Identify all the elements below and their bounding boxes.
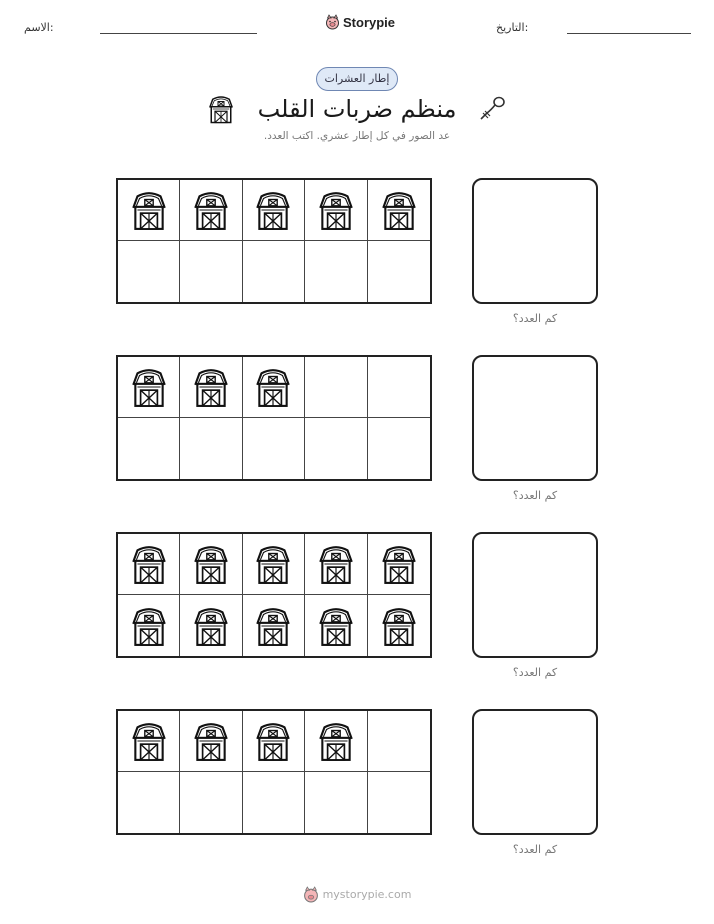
barn-icon — [128, 720, 170, 762]
barn-icon — [252, 543, 294, 585]
ten-frame-cell — [118, 180, 180, 241]
ten-frame-cell — [305, 357, 367, 418]
ten-frame-cell — [368, 772, 430, 833]
answer-box[interactable] — [472, 355, 598, 481]
barn-icon — [315, 189, 357, 231]
ten-frame-cell — [180, 711, 242, 772]
ten-frame-cell — [368, 241, 430, 302]
ten-frame-cell — [118, 711, 180, 772]
barn-icon — [378, 189, 420, 231]
ten-frame — [116, 709, 432, 835]
answer-box[interactable] — [472, 532, 598, 658]
ten-frame-cell — [305, 241, 367, 302]
barn-icon — [190, 189, 232, 231]
ten-frame-cell — [243, 241, 305, 302]
ten-frame-cell — [180, 772, 242, 833]
ten-frame-cell — [368, 595, 430, 656]
barn-icon — [252, 605, 294, 647]
brand-logo — [325, 14, 395, 30]
barn-icon — [378, 543, 420, 585]
barn-icon — [190, 605, 232, 647]
answer-box[interactable] — [472, 709, 598, 835]
ten-frame-cell — [243, 534, 305, 595]
ten-frame-cell — [305, 534, 367, 595]
ten-frame-cell — [305, 711, 367, 772]
barn-icon — [190, 543, 232, 585]
question-label: كم العدد؟ — [512, 666, 558, 679]
barn-icon — [252, 720, 294, 762]
ten-frame — [116, 178, 432, 304]
ten-frame-cell — [243, 595, 305, 656]
pig-mascot-icon — [303, 886, 319, 903]
barn-icon — [252, 189, 294, 231]
ten-frame-cell — [305, 180, 367, 241]
date-field[interactable] — [567, 33, 691, 34]
question-label: كم العدد؟ — [512, 843, 558, 856]
ten-frame-cell — [180, 534, 242, 595]
answer-box[interactable] — [472, 178, 598, 304]
pig-mascot-icon — [325, 14, 340, 30]
ten-frame-cell — [305, 772, 367, 833]
name-label: الاسم: — [24, 21, 54, 34]
ten-frame-cell — [180, 357, 242, 418]
date-label: التاريخ: — [496, 21, 529, 34]
ten-frame-cell — [368, 711, 430, 772]
ten-frame-cell — [118, 772, 180, 833]
barn-icon — [315, 605, 357, 647]
ten-frame — [116, 532, 432, 658]
ten-frame-cell — [243, 418, 305, 479]
barn-icon — [378, 605, 420, 647]
barn-icon — [252, 366, 294, 408]
ten-frame-cell — [118, 418, 180, 479]
page-title — [0, 94, 714, 124]
barn-icon — [206, 94, 236, 124]
barn-icon — [190, 366, 232, 408]
barn-icon — [128, 605, 170, 647]
ten-frame-cell — [180, 241, 242, 302]
question-label: كم العدد؟ — [512, 489, 558, 502]
ten-frame-cell — [305, 418, 367, 479]
topic-badge: إطار العشرات — [316, 67, 398, 91]
ten-frame-cell — [368, 357, 430, 418]
ten-frame-cell — [118, 241, 180, 302]
ten-frame-cell — [368, 534, 430, 595]
barn-icon — [128, 543, 170, 585]
ten-frame-cell — [180, 180, 242, 241]
name-field[interactable] — [100, 33, 257, 34]
ten-frame — [116, 355, 432, 481]
ten-frame-cell — [243, 772, 305, 833]
footer-url: mystorypie.com — [322, 888, 412, 901]
question-label: كم العدد؟ — [512, 312, 558, 325]
barn-icon — [315, 543, 357, 585]
barn-icon — [315, 720, 357, 762]
ten-frame-cell — [180, 595, 242, 656]
ten-frame-cell — [243, 180, 305, 241]
instructions: عد الصور في كل إطار عشري. اكتب العدد. — [263, 130, 451, 142]
ten-frame-cell — [305, 595, 367, 656]
ten-frame-cell — [180, 418, 242, 479]
barn-icon — [128, 189, 170, 231]
barn-icon — [128, 366, 170, 408]
ten-frame-cell — [118, 595, 180, 656]
ten-frame-cell — [368, 180, 430, 241]
page-title-text: منظم ضربات القلب — [257, 95, 457, 123]
ten-frame-cell — [243, 357, 305, 418]
brand-name: Storypie — [343, 14, 396, 30]
barn-icon — [190, 720, 232, 762]
ten-frame-cell — [118, 534, 180, 595]
ten-frame-cell — [368, 418, 430, 479]
ten-frame-cell — [118, 357, 180, 418]
footer — [0, 886, 714, 903]
ten-frame-cell — [243, 711, 305, 772]
lasso-icon — [478, 94, 508, 124]
